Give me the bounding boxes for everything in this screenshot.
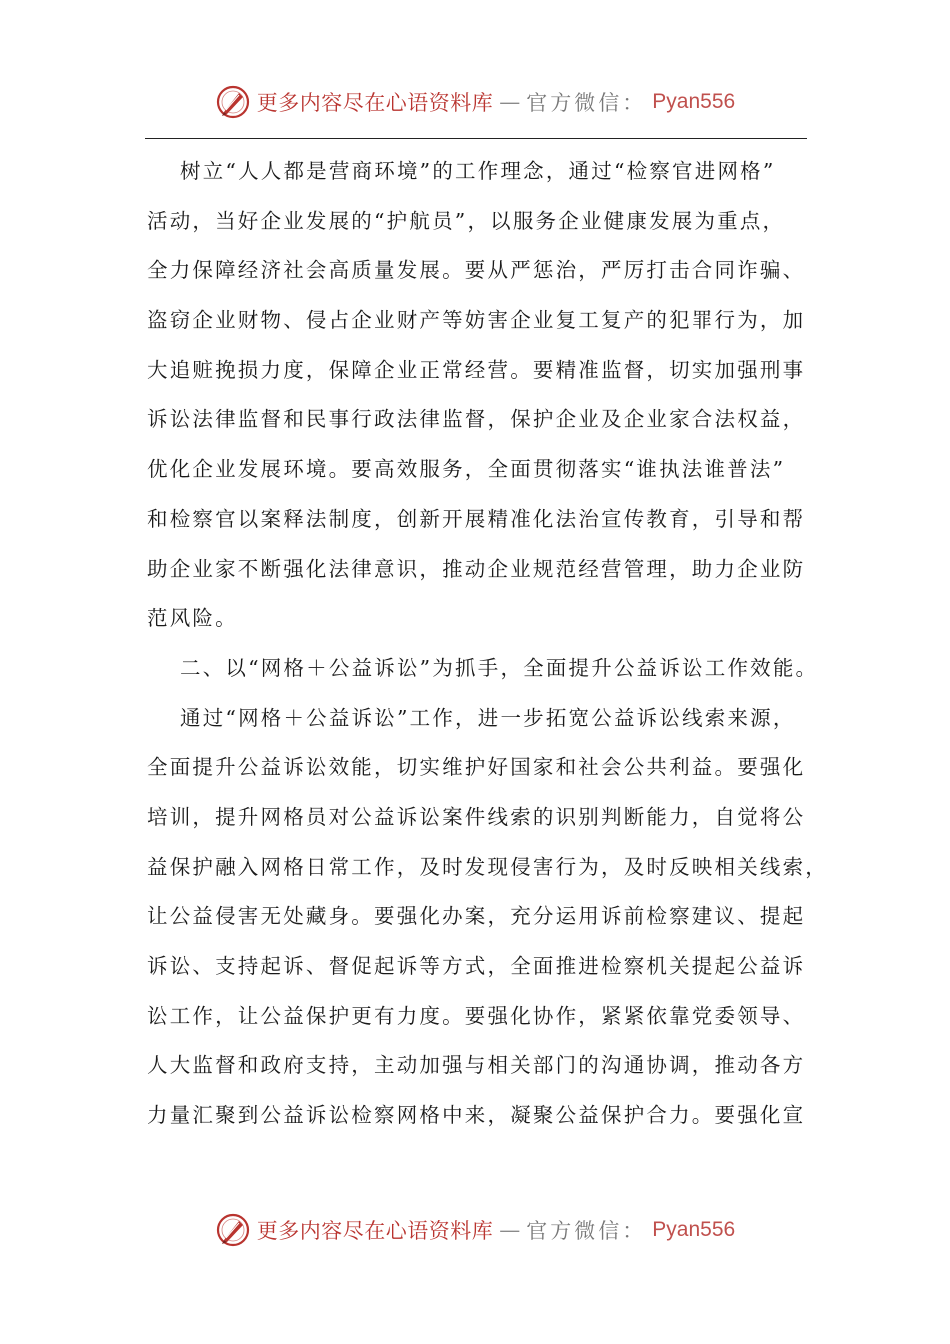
footer-wechat-label: 官方微信：: [526, 1219, 647, 1243]
footer-banner-content: [215, 1212, 735, 1248]
body-line: 大追赃挽损力度，保障企业正常经营。要精准监督，切实加强刑事: [147, 357, 806, 382]
body-line: 盗窃企业财物、侵占企业财产等妨害企业复工复产的犯罪行为，加: [147, 308, 806, 333]
body-line: 让公益侵害无处藏身。要强化办案，充分运用诉前检察建议、提起: [147, 904, 806, 929]
body-line: 助企业家不断强化法律意识，推动企业规范经营管理，助力企业防: [147, 556, 806, 581]
footer-separator: —: [499, 1218, 521, 1242]
body-line: 范风险。: [147, 606, 238, 631]
header-divider: [145, 138, 807, 139]
body-line: 通过“网格＋公益诉讼”工作，进一步拓宽公益诉讼线索来源，: [180, 705, 796, 730]
body-line: 讼工作，让公益保护更有力度。要强化协作，紧紧依靠党委领导、: [147, 1003, 806, 1028]
document-body: [147, 147, 827, 1141]
header-separator: —: [499, 90, 521, 114]
body-line: 优化企业发展环境。要高效服务，全面贯彻落实“谁执法谁普法”: [147, 457, 786, 482]
header-wechat-label: 官方微信：: [526, 91, 647, 115]
header-wechat-id: Pyan556: [652, 90, 736, 113]
body-line: 树立“人人都是营商环境”的工作理念，通过“检察官进网格”: [180, 159, 776, 183]
section-heading: 二、以“网格＋公益诉讼”为抓手，全面提升公益诉讼工作效能。: [180, 655, 819, 680]
pen-nib-logo-icon: [215, 84, 251, 120]
body-line: 全面提升公益诉讼效能，切实维护好国家和社会公共利益。要强化: [147, 755, 806, 780]
body-line: 益保护融入网格日常工作，及时发现侵害行为，及时反映相关线索，: [147, 854, 828, 879]
body-line: 人大监督和政府支持，主动加强与相关部门的沟通协调，推动各方: [147, 1053, 806, 1078]
body-line: 和检察官以案释法制度，创新开展精准化法治宣传教育，引导和帮: [147, 506, 806, 531]
header-banner: [0, 80, 950, 124]
body-line: 力量汇聚到公益诉讼检察网格中来，凝聚公益保护合力。要强化宣: [147, 1103, 806, 1128]
body-line: 培训，提升网格员对公益诉讼案件线索的识别判断能力，自觉将公: [147, 804, 806, 829]
footer-wechat-id: Pyan556: [652, 1218, 736, 1241]
body-line: 全力保障经济社会高质量发展。要从严惩治，严厉打击合同诈骗、: [147, 258, 806, 283]
body-line: 活动，当好企业发展的“护航员”，以服务企业健康发展为重点，: [147, 208, 786, 233]
pen-nib-logo-icon: [215, 1212, 251, 1248]
footer-banner: [0, 1208, 950, 1252]
body-line: 诉讼法律监督和民事行政法律监督，保护企业及企业家合法权益，: [147, 407, 806, 432]
header-banner-content: [215, 84, 735, 120]
body-line: 诉讼、支持起诉、督促起诉等方式，全面推进检察机关提起公益诉: [147, 954, 806, 978]
header-brand-text: 更多内容尽在心语资料库: [256, 91, 494, 115]
footer-brand-text: 更多内容尽在心语资料库: [256, 1219, 494, 1243]
